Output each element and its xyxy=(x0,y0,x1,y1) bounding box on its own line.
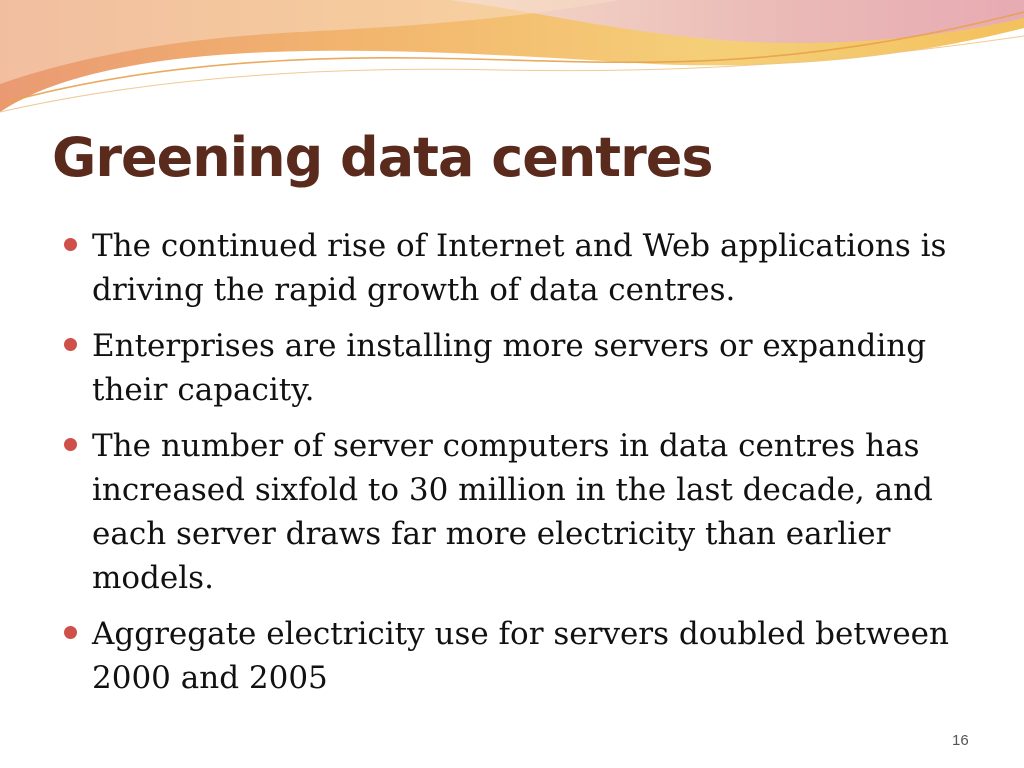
bullet-text: The continued rise of Internet and Web applications is driving the rapid growth of data centres. xyxy=(92,228,947,308)
bullet-item xyxy=(62,424,962,600)
bullet-list xyxy=(62,224,962,712)
bullet-text: The number of server computers in data centres has increased sixfold to 30 million in the last decade, and each server draws far more electricity than earlier models. xyxy=(92,428,933,596)
bullet-dot-icon xyxy=(64,438,77,451)
decorative-banner xyxy=(0,0,1024,130)
bullet-item xyxy=(62,224,962,312)
bullet-text: Aggregate electricity use for servers doubled between 2000 and 2005 xyxy=(92,616,949,696)
slide-title: Greening data centres xyxy=(52,126,713,189)
bullet-dot-icon xyxy=(64,238,77,251)
bullet-text: Enterprises are installing more servers or expanding their capacity. xyxy=(92,328,927,408)
bullet-dot-icon xyxy=(64,626,77,639)
bullet-item xyxy=(62,612,962,700)
bullet-dot-icon xyxy=(64,338,77,351)
bullet-item xyxy=(62,324,962,412)
page-number: 16 xyxy=(952,732,969,749)
